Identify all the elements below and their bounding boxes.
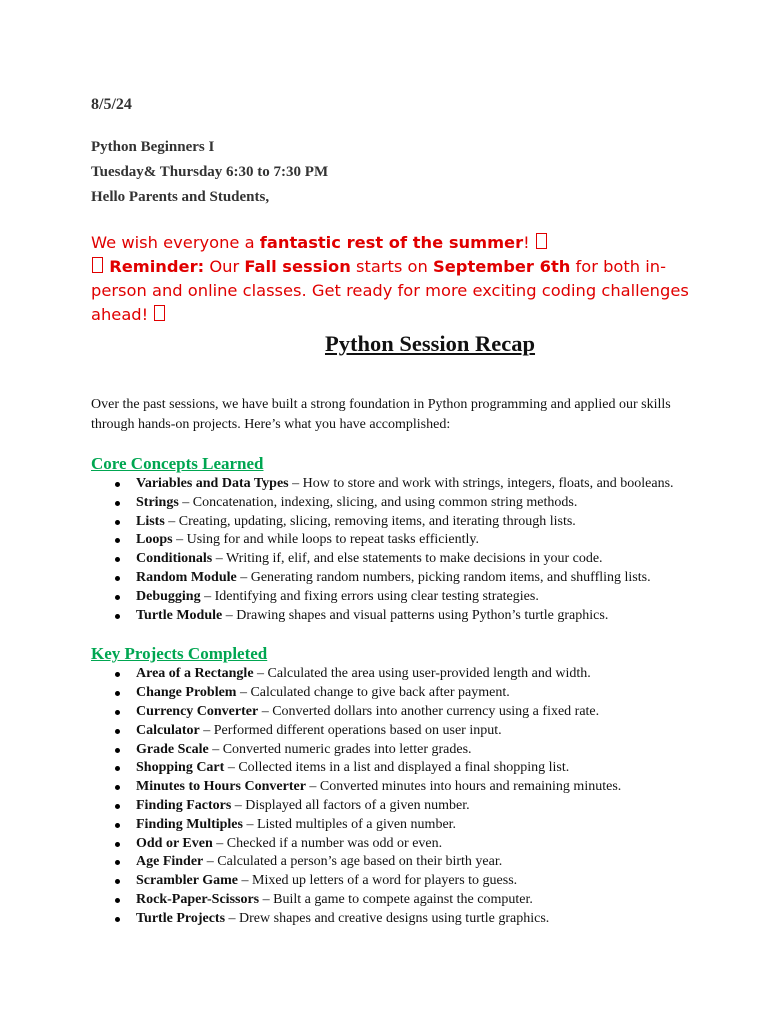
greeting: Hello Parents and Students,: [91, 189, 270, 205]
item-description: – Performed different operations based on user input.: [199, 722, 502, 738]
message-intro-text: We wish everyone a: [91, 233, 260, 252]
item-term: Conditionals: [136, 551, 213, 567]
class-schedule: Tuesday& Thursday 6:30 to 7:30 PM: [91, 164, 329, 180]
item-description: – How to store and work with strings, integers, floats, and booleans.: [288, 476, 674, 491]
missing-glyph-icon: [92, 257, 103, 273]
missing-glyph-icon: [536, 233, 547, 249]
item-term: Scrambler Game: [136, 873, 238, 889]
item-term: Lists: [136, 513, 165, 529]
item-description: – Creating, updating, slicing, removing items, and iterating through lists.: [164, 513, 576, 529]
document-body: [91, 95, 691, 929]
project-item: [91, 853, 691, 872]
item-term: Loops: [136, 532, 173, 548]
core-concept-item: [91, 607, 691, 626]
project-item: [91, 891, 691, 910]
reminder-text: Our: [204, 257, 245, 276]
project-item: [91, 759, 691, 778]
item-description: – Using for and while loops to repeat tasks efficiently.: [172, 532, 479, 548]
item-description: – Collected items in a list and displayed a final shopping list.: [224, 760, 570, 776]
item-description: – Drew shapes and creative designs using turtle graphics.: [225, 910, 550, 926]
core-concept-item: [91, 513, 691, 532]
core-concepts-list: [91, 475, 691, 625]
fall-session-label: Fall session: [244, 257, 351, 276]
item-term: Odd or Even: [136, 835, 213, 851]
core-concepts-heading: Core Concepts Learned: [91, 454, 264, 473]
item-term: Currency Converter: [136, 703, 259, 719]
item-description: – Concatenation, indexing, slicing, and using common string methods.: [178, 494, 578, 510]
key-projects-list: [91, 665, 691, 928]
item-term: Strings: [136, 494, 179, 510]
item-term: Finding Multiples: [136, 816, 243, 832]
class-name: Python Beginners I: [91, 139, 215, 155]
missing-glyph-icon: [154, 305, 165, 321]
item-description: – Calculated change to give back after payment.: [236, 685, 510, 701]
summer-message: [91, 231, 691, 327]
project-item: [91, 816, 691, 835]
item-description: – Built a game to compete against the computer.: [259, 891, 533, 907]
message-exclaim: !: [523, 233, 535, 252]
item-term: Variables and Data Types: [136, 476, 289, 491]
key-projects-heading: Key Projects Completed: [91, 644, 268, 664]
core-concept-item: [91, 494, 691, 513]
item-term: Random Module: [136, 569, 237, 585]
project-item: [91, 797, 691, 816]
item-description: – Identifying and fixing errors using clear testing strategies.: [200, 588, 539, 604]
message-highlight: fantastic rest of the summer: [259, 233, 524, 252]
item-term: Finding Factors: [136, 797, 232, 813]
project-item: [91, 835, 691, 854]
item-description: – Calculated a person’s age based on their birth year.: [203, 854, 503, 870]
reminder-text: starts on: [350, 257, 434, 276]
item-description: – Listed multiples of a given number.: [242, 816, 457, 832]
item-term: Turtle Module: [136, 607, 223, 623]
item-term: Turtle Projects: [136, 910, 226, 926]
project-item: [91, 684, 691, 703]
item-term: Rock-Paper-Scissors: [136, 891, 260, 907]
start-date: September 6th: [433, 257, 571, 276]
core-concept-item: [91, 569, 691, 588]
item-term: Change Problem: [136, 685, 237, 701]
item-description: – Drawing shapes and visual patterns using Python’s turtle graphics.: [222, 607, 609, 623]
item-description: – Writing if, elif, and else statements to make decisions in your code.: [212, 551, 603, 567]
project-item: [91, 665, 691, 684]
core-concept-item: [91, 475, 691, 494]
item-description: – Converted minutes into hours and remaining minutes.: [305, 779, 622, 795]
item-description: – Calculated the area using user-provided length and width.: [253, 666, 591, 682]
item-description: – Displayed all factors of a given number.: [231, 797, 470, 813]
reminder-label: Reminder:: [109, 257, 205, 276]
core-concept-item: [91, 550, 691, 569]
project-item: [91, 910, 691, 929]
item-term: Minutes to Hours Converter: [136, 779, 306, 795]
project-item: [91, 778, 691, 797]
item-term: Debugging: [136, 588, 201, 604]
project-item: [91, 703, 691, 722]
item-description: – Mixed up letters of a word for players to guess.: [238, 873, 518, 889]
recap-title: Python Session Recap: [324, 331, 536, 356]
intro-paragraph: Over the past sessions, we have built a strong foundation in Python programming and applied our skills through hands-on projects. Here’s what you have accomplished:: [91, 397, 671, 432]
core-concept-item: [91, 588, 691, 607]
item-description: – Converted numeric grades into letter grades.: [208, 741, 472, 757]
item-term: Calculator: [136, 722, 200, 738]
item-term: Grade Scale: [136, 741, 209, 757]
item-description: – Checked if a number was odd or even.: [212, 835, 443, 851]
project-item: [91, 872, 691, 891]
reminder-text: for both in-person and online classes. Get ready for more exciting coding challenges ahead!: [91, 257, 689, 324]
item-description: – Converted dollars into another currency using a fixed rate.: [258, 703, 600, 719]
item-description: – Generating random numbers, picking random items, and shuffling lists.: [236, 569, 651, 585]
item-term: Shopping Cart: [136, 760, 225, 776]
project-item: [91, 722, 691, 741]
document-date: 8/5/24: [91, 96, 132, 113]
item-term: Age Finder: [136, 854, 204, 870]
item-term: Area of a Rectangle: [136, 666, 254, 682]
project-item: [91, 741, 691, 760]
core-concept-item: [91, 531, 691, 550]
